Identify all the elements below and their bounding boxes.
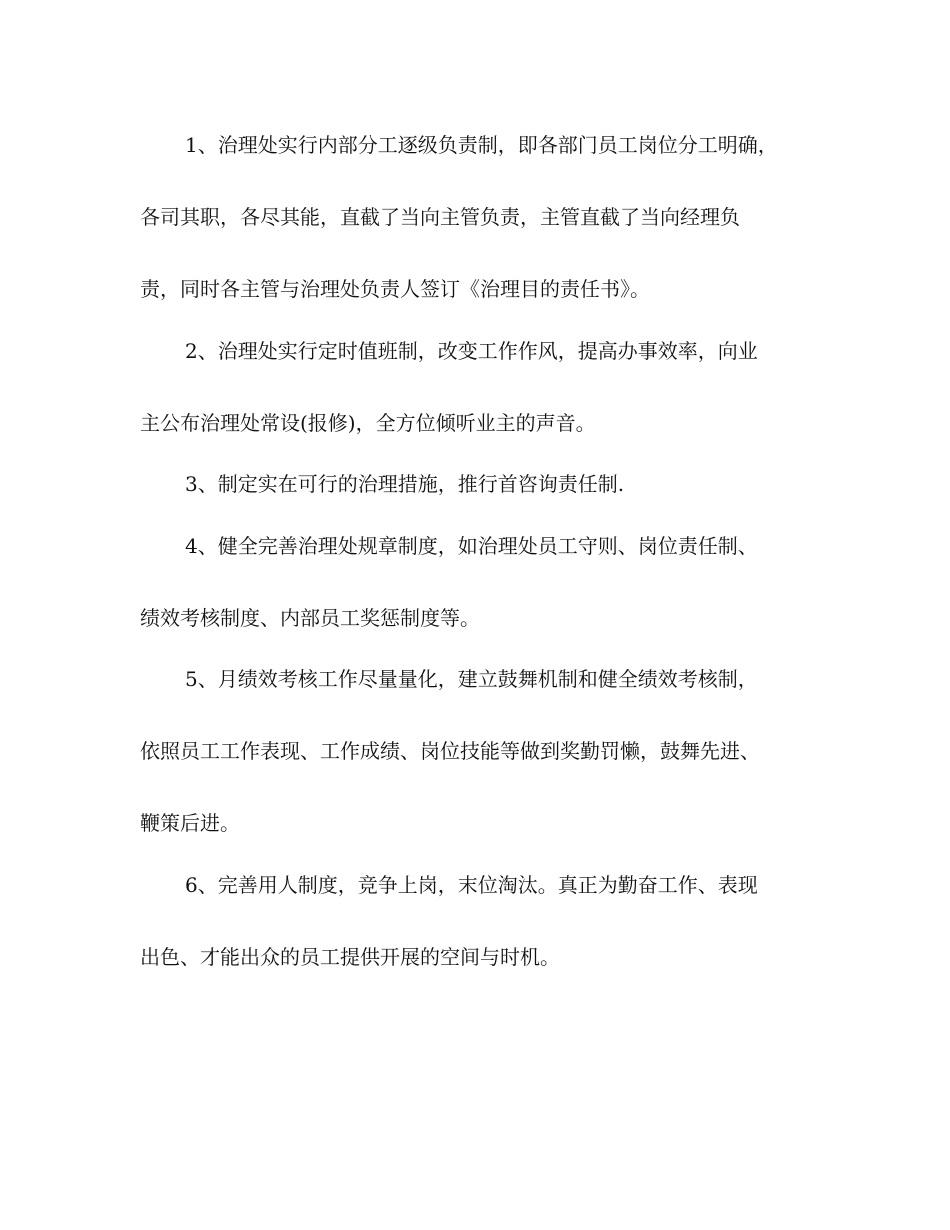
paragraph-1-line-1: 1、治理处实行内部分工逐级负责制，即各部门员工岗位分工明确， xyxy=(185,133,778,157)
paragraph-5-line-3: 鞭策后进。 xyxy=(140,811,240,835)
paragraph-2-line-1: 2、治理处实行定时值班制，改变工作作风，提高办事效率，向业 xyxy=(185,339,758,363)
paragraph-6-line-1: 6、完善用人制度，竞争上岗，末位淘汰。真正为勤奋工作、表现 xyxy=(185,873,758,897)
paragraph-6-line-2: 出色、才能出众的员工提供开展的空间与时机。 xyxy=(140,945,560,969)
paragraph-5-line-1: 5、月绩效考核工作尽量量化，建立鼓舞机制和健全绩效考核制， xyxy=(185,667,758,691)
paragraph-4-line-1: 4、健全完善治理处规章制度，如治理处员工守则、岗位责任制、 xyxy=(185,534,758,558)
paragraph-5-line-2: 依照员工工作表现、工作成绩、岗位技能等做到奖勤罚懒，鼓舞先进、 xyxy=(140,739,760,763)
paragraph-1-line-3: 责，同时各主管与治理处负责人签订《治理目的责任书》。 xyxy=(140,277,650,301)
paragraph-2-line-2: 主公布治理处常设(报修)，全方位倾听业主的声音。 xyxy=(140,411,596,435)
paragraph-1-line-2: 各司其职，各尽其能，直截了当向主管负责，主管直截了当向经理负 xyxy=(140,205,740,229)
paragraph-4-line-2: 绩效考核制度、内部员工奖惩制度等。 xyxy=(140,606,480,630)
paragraph-3-line-1: 3、制定实在可行的治理措施，推行首咨询责任制. xyxy=(185,472,625,496)
